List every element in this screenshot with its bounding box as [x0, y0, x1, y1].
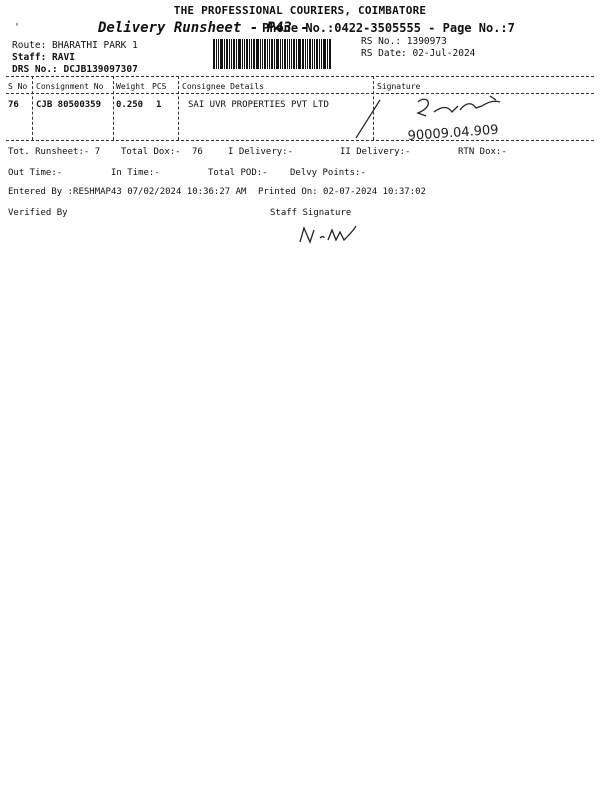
- barcode-bar: [280, 39, 281, 69]
- delivery-signature-handwritten: [350, 92, 530, 147]
- ii-delivery: II Delivery:-: [340, 147, 411, 157]
- barcode-bar: [213, 39, 215, 69]
- barcode-bar: [314, 39, 315, 69]
- barcode-bar: [298, 39, 301, 69]
- barcode-bar: [287, 39, 288, 69]
- barcode-bar: [264, 39, 266, 69]
- barcode-bar: [329, 39, 331, 69]
- barcode-bar: [246, 39, 248, 69]
- column-divider: [178, 76, 179, 140]
- barcode-bar: [302, 39, 304, 69]
- barcode-bar: [296, 39, 297, 69]
- barcode-bar: [269, 39, 270, 69]
- barcode-bar: [233, 39, 235, 69]
- barcode-bar: [242, 39, 243, 69]
- barcode-bar: [224, 39, 225, 69]
- tick-mark: ': [14, 22, 21, 33]
- column-divider: [113, 76, 114, 140]
- barcode-bar: [282, 39, 283, 69]
- column-header-pcs: PCS: [152, 82, 167, 91]
- column-header-consignment-no: Consignment No: [36, 82, 104, 91]
- barcode-bar: [271, 39, 273, 69]
- barcode-bar: [323, 39, 326, 69]
- barcode-bar: [229, 39, 230, 69]
- row-consignment-no: CJB 80500359: [36, 100, 102, 110]
- barcode-bar: [251, 39, 252, 69]
- barcode-bar: [307, 39, 308, 69]
- entered-by: Entered By :RESHMAP43 07/02/2024 10:36:27 AM: [8, 187, 247, 197]
- barcode-bar: [218, 39, 219, 69]
- row-s-no: 76: [8, 100, 19, 110]
- verified-by: Verified By: [8, 208, 68, 218]
- staff-signature-label: Staff Signature: [270, 208, 352, 218]
- barcode-bar: [256, 39, 259, 69]
- barcode-bar: [284, 39, 286, 69]
- drs-number: DRS No.: DCJB139097307: [12, 64, 138, 75]
- total-pod: Total POD:-: [208, 168, 268, 178]
- staff-label: Staff: RAVI: [12, 52, 75, 63]
- barcode: [213, 39, 353, 69]
- row-pcs: 1: [156, 100, 162, 110]
- barcode-bar: [236, 39, 237, 69]
- column-header-s-no: S No: [8, 82, 28, 91]
- barcode-bar: [305, 39, 306, 69]
- barcode-bar: [238, 39, 241, 69]
- rs-date: RS Date: 02-Jul-2024: [361, 48, 476, 59]
- phone-page-number: Phone No.:0422-3505555 - Page No.:7: [262, 21, 515, 35]
- total-runsheet: Tot. Runsheet:- 7: [8, 147, 101, 157]
- barcode-bar: [327, 39, 328, 69]
- barcode-bar: [316, 39, 318, 69]
- barcode-bar: [276, 39, 279, 69]
- barcode-bar: [319, 39, 320, 69]
- barcode-bar: [226, 39, 228, 69]
- runsheet-title: Delivery Runsheet - P43 -: [98, 20, 309, 36]
- column-header-signature: Signature: [377, 82, 421, 91]
- barcode-bar: [267, 39, 268, 69]
- barcode-bar: [289, 39, 290, 69]
- total-dox-value: 76: [192, 147, 203, 157]
- column-divider: [32, 76, 33, 140]
- route-label: Route: BHARATHI PARK 1: [12, 40, 138, 51]
- barcode-bar: [309, 39, 311, 69]
- barcode-bar: [274, 39, 275, 69]
- in-time: In Time:-: [111, 168, 160, 178]
- barcode-bar: [291, 39, 292, 69]
- table-top-border: [6, 76, 594, 77]
- barcode-bar: [216, 39, 217, 69]
- barcode-bar: [244, 39, 245, 69]
- barcode-bar: [231, 39, 232, 69]
- barcode-bar: [253, 39, 255, 69]
- rs-number: RS No.: 1390973: [361, 36, 447, 47]
- row-consignee: SAI UVR PROPERTIES PVT LTD: [188, 100, 329, 110]
- barcode-bar: [312, 39, 313, 69]
- barcode-bar: [260, 39, 261, 69]
- staff-signature-handwritten: [296, 222, 366, 248]
- delvy-points: Delvy Points:-: [290, 168, 366, 178]
- svg-text:90009.04.909: 90009.04.909: [407, 122, 500, 144]
- i-delivery: I Delivery:-: [228, 147, 294, 157]
- barcode-bar: [321, 39, 322, 69]
- printed-on: Printed On: 02-07-2024 10:37:02: [258, 187, 426, 197]
- rtn-dox: RTN Dox:-: [458, 147, 507, 157]
- barcode-bar: [220, 39, 223, 69]
- total-dox-label: Total Dox:-: [121, 147, 181, 157]
- company-name: THE PROFESSIONAL COURIERS, COIMBATORE: [173, 4, 427, 17]
- column-header-weight: Weight: [116, 82, 145, 91]
- column-header-consignee: Consignee Details: [182, 82, 264, 91]
- barcode-bar: [262, 39, 263, 69]
- barcode-bar: [249, 39, 250, 69]
- barcode-bar: [293, 39, 295, 69]
- out-time: Out Time:-: [8, 168, 63, 178]
- row-weight: 0.250: [116, 100, 144, 110]
